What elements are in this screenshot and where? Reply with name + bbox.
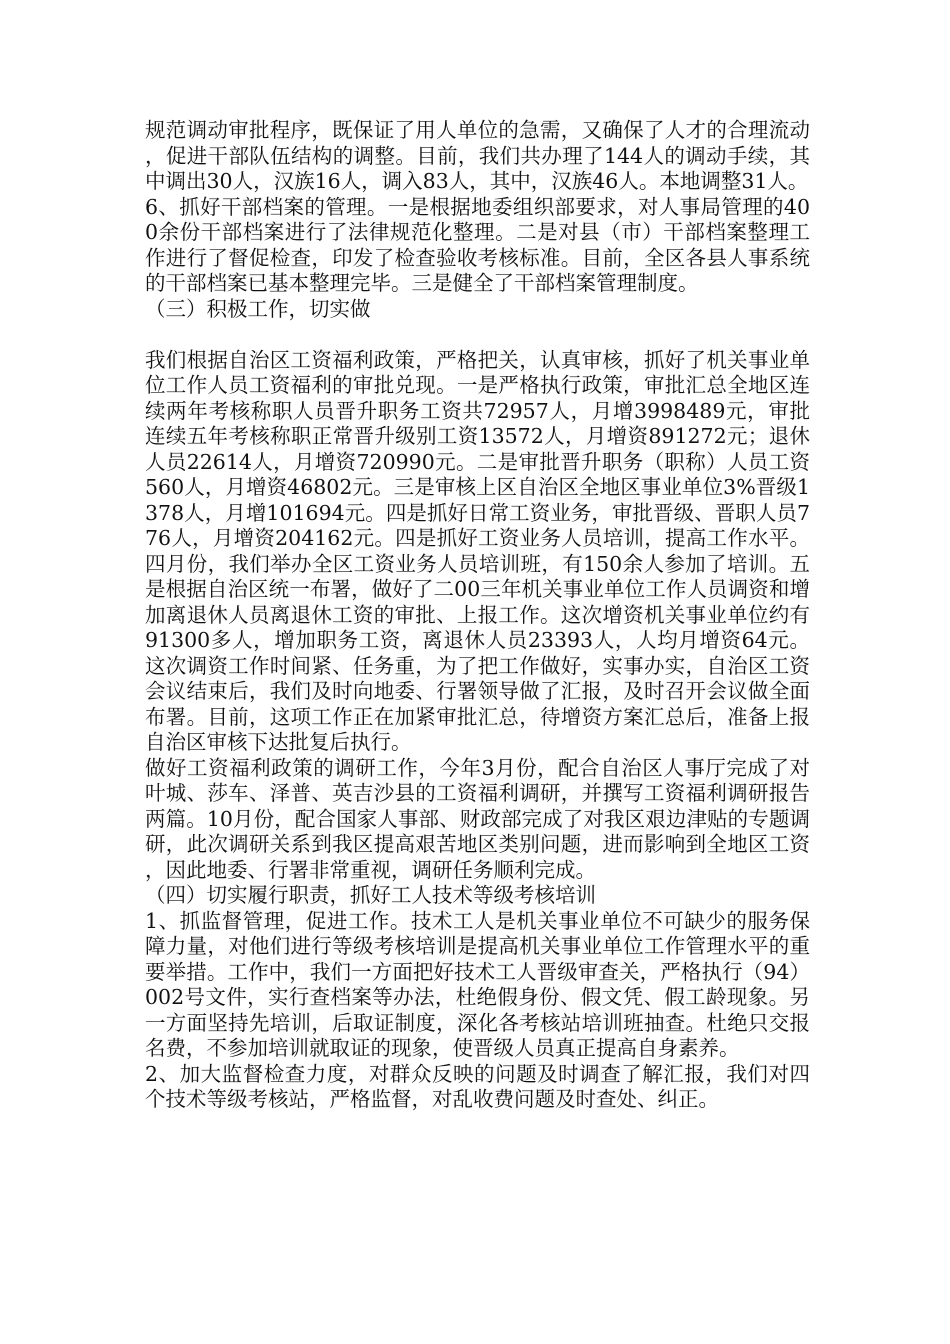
paragraph-wage-research: 做好工资福利政策的调研工作，今年3月份，配合自治区人事厅完成了对叶城、莎车、泽普、英吉沙县的工资福利调研，并撰写工资福利调研报告两篇。10月份，配合国家人事部、财政部完成了对我区艰边津贴的专题调研，此次调研关系到我区提高艰苦地区类别问题，进而影响到全地区工资，因此地委、行署非常重视，调研任务顺利完成。 (145, 755, 810, 882)
document-body (145, 118, 810, 1113)
paragraph-transfer-procedure: 规范调动审批程序，既保证了用人单位的急需，又确保了人才的合理流动，促进干部队伍结构的调整。目前，我们共办理了144人的调动手续，其中调出30人，汉族16人，调入83人，其中，汉族46人。本地调整31人。 (145, 118, 810, 193)
blank-line (145, 322, 810, 348)
section-heading-3: （三）积极工作，切实做 (145, 296, 371, 321)
section-heading-4: （四）切实履行职责，抓好工人技术等级考核培训 (145, 883, 596, 907)
paragraph-wage-welfare: 我们根据自治区工资福利政策，严格把关，认真审核，抓好了机关事业单位工作人员工资福利的审批兑现。一是严格执行政策，审批汇总全地区连续两年考核称职人员晋升职务工资共72957人，月增3998489元，审批连续五年考核称职正常晋升级别工资13572人，月增资891272元；退休人员22614人，月增资720990元。二是审批晋升职务（职称）人员工资560人，月增资46802元。三是审核上区自治区全地区事业单位3%晋级1378人，月增101694元。四是抓好日常工资业务，审批晋级、晋职人员776人，月增资204162元。四是抓好工资业务人员培训，提高工作水平。四月份，我们举办全区工资业务人员培训班，有150余人参加了培训。五是根据自治区统一布署，做好了二00三年机关事业单位工作人员调资和增加离退休人员离退休工资的审批、上报工作。这次增资机关事业单位约有91300多人，增加职务工资，离退休人员23393人，人均月增资64元。这次调资工作时间紧、任务重，为了把工作做好，实事办实，自治区工资会议结束后，我们及时向地委、行署领导做了汇报，及时召开会议做全面布署。目前，这项工作正在加紧审批汇总，待增资方案汇总后，准备上报自治区审核下达批复后执行。 (145, 347, 810, 754)
paragraph-supervision-management: 1、抓监督管理，促进工作。技术工人是机关事业单位不可缺少的服务保障力量，对他们进行等级考核培训是提高机关事业单位工作管理水平的重要举措。工作中，我们一方面把好技术工人晋级审查关，严格执行（94）002号文件，实行查档案等办法，杜绝假身份、假文凭、假工龄现象。另一方面坚持先培训，后取证制度，深化各考核站培训班抽查。杜绝只交报名费，不参加培训就取证的现象，使晋级人员真正提高自身素养。 (145, 908, 810, 1060)
paragraph-inspection: 2、加大监督检查力度，对群众反映的问题及时调查了解汇报，我们对四个技术等级考核站，严格监督，对乱收费问题及时查处、纠正。 (145, 1061, 810, 1111)
paragraph-cadre-archives: 6、抓好干部档案的管理。一是根据地委组织部要求，对人事局管理的400余份干部档案进行了法律规范化整理。二是对县（市）干部档案整理工作进行了督促检查，印发了检查验收考核标准。目前，全区各县人事系统的干部档案已基本整理完毕。三是健全了干部档案管理制度。 (145, 194, 810, 295)
